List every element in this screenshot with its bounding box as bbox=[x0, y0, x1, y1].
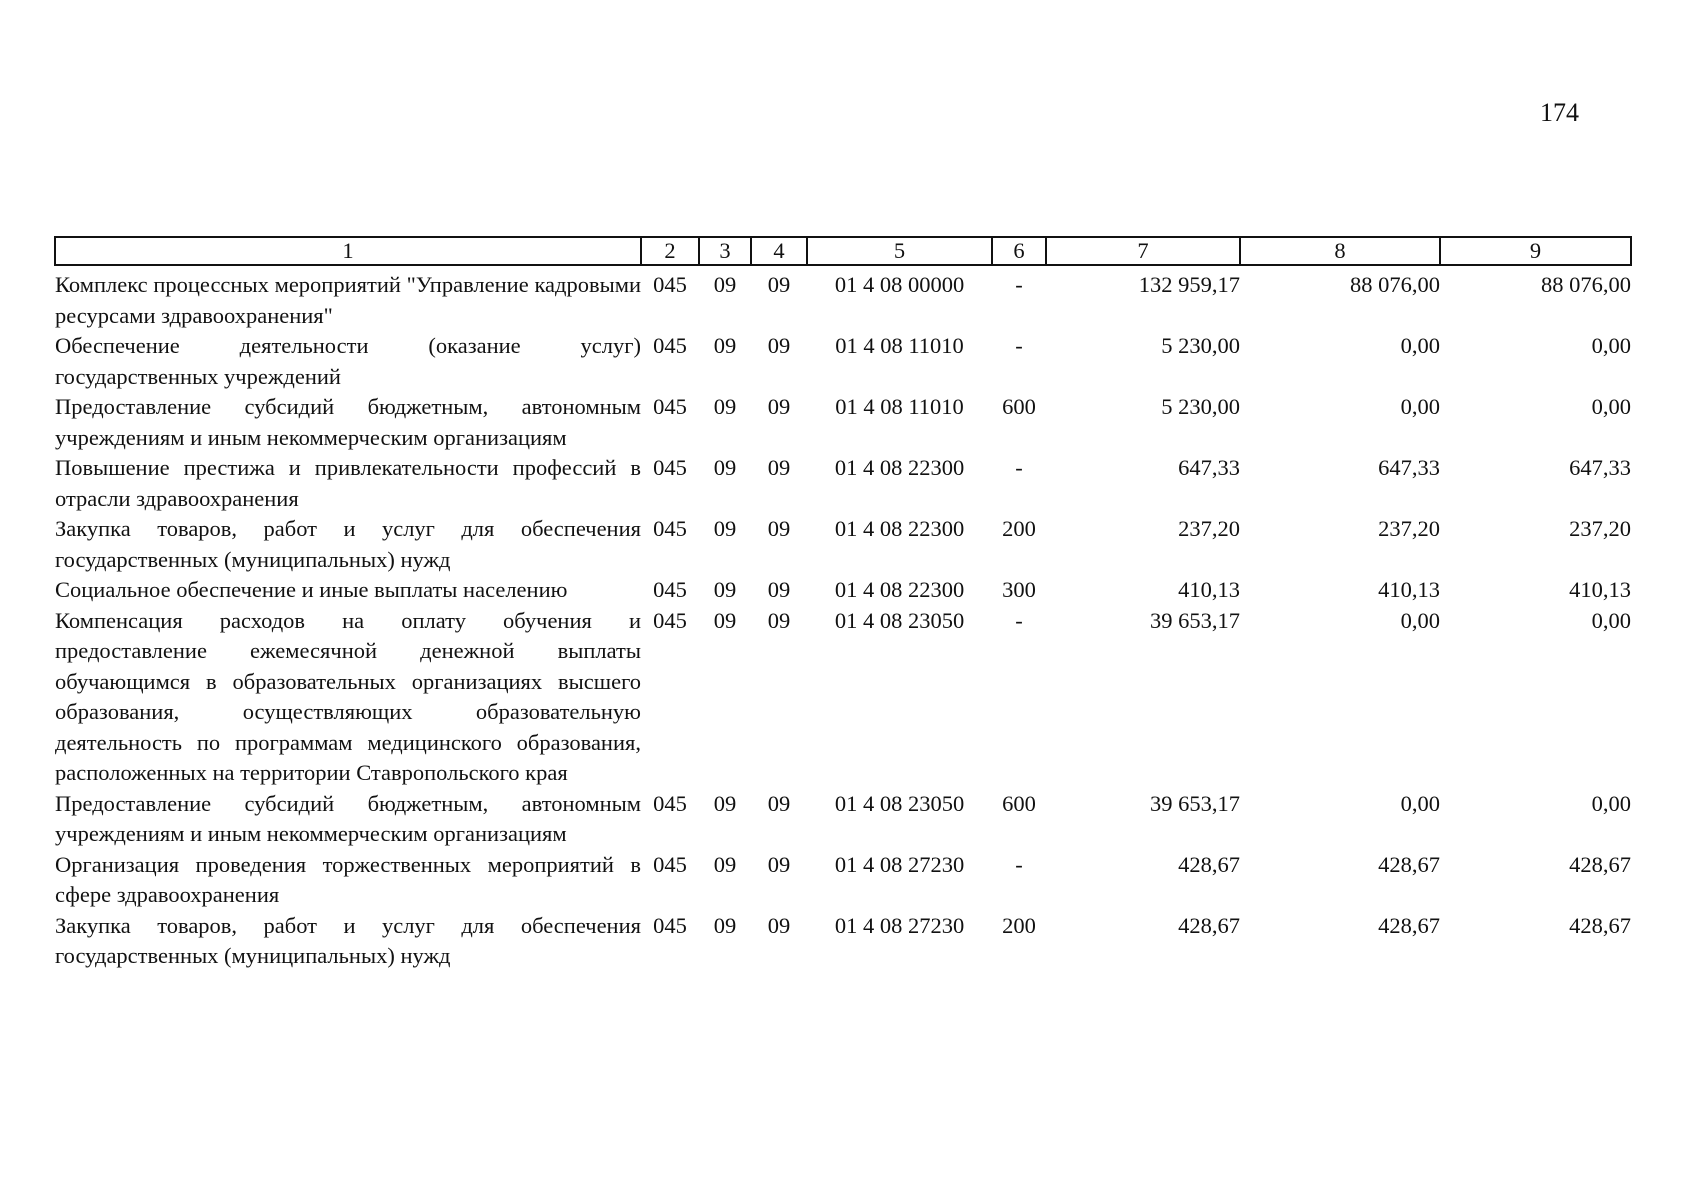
cell-col2: 045 bbox=[653, 516, 687, 541]
cell-col6: - bbox=[1015, 851, 1023, 877]
table-row bbox=[55, 453, 1631, 514]
cell-col6: 200 bbox=[1002, 516, 1036, 541]
cell-col6: - bbox=[1015, 333, 1023, 358]
cell-col2: 045 bbox=[653, 577, 687, 602]
cell-col2: 045 bbox=[653, 607, 687, 633]
table-row bbox=[55, 575, 1631, 606]
cell-col5: 01 4 08 23050 bbox=[834, 790, 965, 816]
column-header-9: 9 bbox=[1440, 237, 1631, 265]
cell-col8: 0,00 bbox=[1400, 790, 1440, 816]
table-row bbox=[55, 265, 1631, 331]
cell-col2: 045 bbox=[653, 394, 687, 419]
cell-col4: 09 bbox=[767, 607, 791, 633]
row-name: Социальное обеспечение и иные выплаты населению bbox=[55, 577, 568, 602]
row-name: Комплекс процессных мероприятий "Управление кадровыми ресурсами здравоохранения" bbox=[55, 272, 641, 328]
row-name: Повышение престижа и привлекательности профессий в отрасли здравоохранения bbox=[55, 455, 641, 511]
table-row bbox=[55, 514, 1631, 575]
cell-col5: 01 4 08 11010 bbox=[835, 394, 964, 419]
cell-col7: 237,20 bbox=[1178, 516, 1240, 541]
cell-col4: 09 bbox=[767, 851, 791, 877]
cell-col5: 01 4 08 27230 bbox=[834, 912, 965, 938]
cell-col8: 0,00 bbox=[1400, 394, 1440, 419]
cell-col9: 410,13 bbox=[1569, 577, 1631, 602]
cell-col5: 01 4 08 23050 bbox=[834, 607, 965, 633]
cell-col9: 0,00 bbox=[1591, 394, 1631, 419]
column-header-7: 7 bbox=[1046, 237, 1240, 265]
row-name: Предоставление субсидий бюджетным, автономным учреждениям и иным некоммерческим организациям bbox=[55, 394, 641, 450]
cell-col4: 09 bbox=[767, 333, 791, 358]
table-row bbox=[55, 331, 1631, 392]
column-number-row bbox=[55, 237, 1631, 265]
cell-col9: 428,67 bbox=[1569, 912, 1631, 938]
row-name: Организация проведения торжественных мероприятий в сфере здравоохранения bbox=[55, 851, 641, 907]
cell-col9: 647,33 bbox=[1569, 455, 1631, 480]
cell-col6: 600 bbox=[1002, 790, 1036, 816]
cell-col2: 045 bbox=[653, 790, 687, 816]
budget-table bbox=[54, 236, 1632, 972]
cell-col3: 09 bbox=[713, 790, 737, 816]
table-row bbox=[55, 606, 1631, 789]
cell-col3: 09 bbox=[713, 272, 737, 297]
cell-col4: 09 bbox=[767, 272, 791, 297]
cell-col9: 428,67 bbox=[1569, 851, 1631, 877]
cell-col8: 88 076,00 bbox=[1350, 272, 1440, 297]
cell-col3: 09 bbox=[713, 516, 737, 541]
cell-col8: 410,13 bbox=[1378, 577, 1440, 602]
cell-col7: 428,67 bbox=[1178, 912, 1240, 938]
cell-col2: 045 bbox=[653, 455, 687, 480]
page-number: 174 bbox=[1540, 98, 1579, 127]
cell-col3: 09 bbox=[713, 455, 737, 480]
cell-col3: 09 bbox=[713, 851, 737, 877]
cell-col9: 0,00 bbox=[1591, 607, 1631, 633]
cell-col7: 410,13 bbox=[1178, 577, 1240, 602]
cell-col5: 01 4 08 22300 bbox=[834, 455, 965, 480]
table-row bbox=[55, 911, 1631, 972]
cell-col8: 428,67 bbox=[1378, 912, 1440, 938]
cell-col2: 045 bbox=[653, 272, 687, 297]
column-header-6: 6 bbox=[992, 237, 1046, 265]
cell-col2: 045 bbox=[653, 912, 687, 938]
table-row bbox=[55, 392, 1631, 453]
cell-col3: 09 bbox=[713, 333, 737, 358]
cell-col5: 01 4 08 22300 bbox=[834, 516, 965, 541]
row-name: Предоставление субсидий бюджетным, автономным учреждениям и иным некоммерческим организациям bbox=[55, 790, 641, 846]
column-header-8: 8 bbox=[1240, 237, 1440, 265]
cell-col4: 09 bbox=[767, 912, 791, 938]
cell-col3: 09 bbox=[713, 607, 737, 633]
table-row bbox=[55, 850, 1631, 911]
cell-col9: 237,20 bbox=[1569, 516, 1631, 541]
cell-col6: - bbox=[1015, 272, 1023, 297]
cell-col4: 09 bbox=[767, 577, 791, 602]
cell-col2: 045 bbox=[653, 333, 687, 358]
column-header-5: 5 bbox=[807, 237, 992, 265]
row-name: Компенсация расходов на оплату обучения и предоставление ежемесячной денежной выплаты обучающимся в образовательных организациях высшего образования, осуществляющих образовательную деятельность по программам медицинского образования, расположенных на территории Ставропольского края bbox=[55, 607, 641, 785]
column-header-2: 2 bbox=[641, 237, 699, 265]
cell-col5: 01 4 08 00000 bbox=[834, 272, 965, 297]
cell-col4: 09 bbox=[767, 516, 791, 541]
cell-col7: 5 230,00 bbox=[1161, 333, 1240, 358]
cell-col3: 09 bbox=[713, 394, 737, 419]
cell-col7: 428,67 bbox=[1178, 851, 1240, 877]
table-row bbox=[55, 789, 1631, 850]
row-name: Закупка товаров, работ и услуг для обеспечения государственных (муниципальных) нужд bbox=[55, 516, 641, 572]
cell-col3: 09 bbox=[713, 577, 737, 602]
cell-col7: 132 959,17 bbox=[1138, 272, 1240, 297]
cell-col7: 647,33 bbox=[1178, 455, 1240, 480]
cell-col8: 647,33 bbox=[1378, 455, 1440, 480]
cell-col6: 300 bbox=[1002, 577, 1036, 602]
cell-col8: 237,20 bbox=[1378, 516, 1440, 541]
cell-col4: 09 bbox=[767, 455, 791, 480]
cell-col6: 600 bbox=[1002, 394, 1036, 419]
cell-col6: - bbox=[1015, 455, 1023, 480]
column-header-1: 1 bbox=[55, 237, 641, 265]
column-header-3: 3 bbox=[699, 237, 751, 265]
cell-col9: 0,00 bbox=[1591, 790, 1631, 816]
cell-col5: 01 4 08 27230 bbox=[834, 851, 965, 877]
cell-col9: 0,00 bbox=[1591, 333, 1631, 358]
cell-col7: 39 653,17 bbox=[1150, 607, 1240, 633]
cell-col4: 09 bbox=[767, 394, 791, 419]
cell-col3: 09 bbox=[713, 912, 737, 938]
cell-col8: 0,00 bbox=[1400, 333, 1440, 358]
cell-col9: 88 076,00 bbox=[1541, 272, 1631, 297]
cell-col2: 045 bbox=[653, 851, 687, 877]
row-name: Закупка товаров, работ и услуг для обеспечения государственных (муниципальных) нужд bbox=[55, 912, 641, 968]
cell-col6: - bbox=[1015, 607, 1023, 633]
cell-col5: 01 4 08 11010 bbox=[835, 333, 964, 358]
row-name: Обеспечение деятельности (оказание услуг) государственных учреждений bbox=[55, 333, 641, 389]
cell-col7: 5 230,00 bbox=[1161, 394, 1240, 419]
cell-col8: 0,00 bbox=[1400, 607, 1440, 633]
column-header-4: 4 bbox=[751, 237, 807, 265]
cell-col4: 09 bbox=[767, 790, 791, 816]
cell-col8: 428,67 bbox=[1378, 851, 1440, 877]
cell-col6: 200 bbox=[1002, 912, 1036, 938]
cell-col5: 01 4 08 22300 bbox=[834, 577, 965, 602]
cell-col7: 39 653,17 bbox=[1150, 790, 1240, 816]
